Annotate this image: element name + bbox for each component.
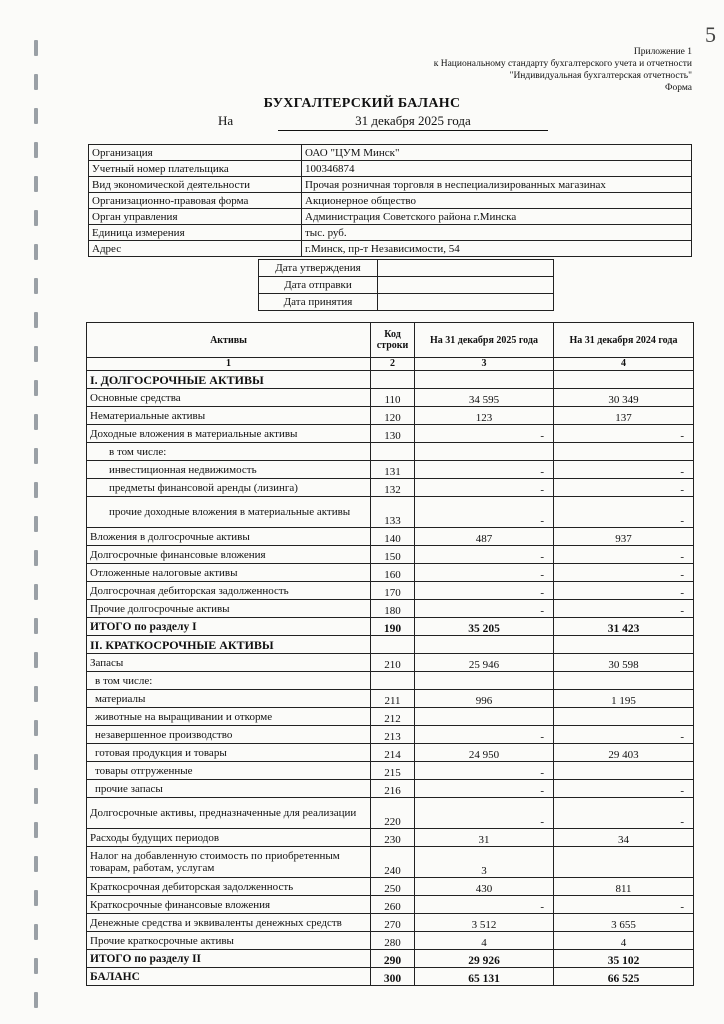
row-label: Налог на добавленную стоимость по приобретенным товарам, работам, услугам <box>87 847 371 878</box>
binder-hole <box>34 924 38 940</box>
value-cell <box>554 582 694 600</box>
row-label: инвестиционная недвижимость <box>87 461 371 479</box>
org-info-label: Орган управления <box>89 209 302 225</box>
code-cell: 215 <box>371 762 415 780</box>
column-index-row <box>87 358 694 371</box>
report-date-line <box>218 113 548 131</box>
value-cell <box>554 654 694 672</box>
binder-hole <box>34 142 38 158</box>
date-field-value <box>378 294 554 311</box>
value-cell <box>415 371 554 389</box>
code-cell: 213 <box>371 726 415 744</box>
row-label: Запасы <box>87 654 371 672</box>
binder-hole <box>34 210 38 226</box>
value-cell <box>415 829 554 847</box>
code-cell: 210 <box>371 654 415 672</box>
table-row <box>87 847 694 878</box>
value-text: - <box>680 731 684 743</box>
value-cell <box>554 564 694 582</box>
org-info-label: Вид экономической деятельности <box>89 177 302 193</box>
row-label: ИТОГО по разделу I <box>87 618 371 636</box>
binder-hole <box>34 550 38 566</box>
value-cell <box>415 744 554 762</box>
code-cell <box>371 672 415 690</box>
org-info-label: Организация <box>89 145 302 161</box>
value-cell <box>554 636 694 654</box>
appendix-note <box>352 46 692 94</box>
binder-hole <box>34 448 38 464</box>
row-label: ИТОГО по разделу II <box>87 950 371 968</box>
value-text: - <box>540 466 544 478</box>
index-cell: 2 <box>371 358 415 371</box>
appendix-line: Форма <box>664 83 692 93</box>
code-cell <box>371 443 415 461</box>
code-cell: 133 <box>371 497 415 528</box>
table-row <box>87 600 694 618</box>
value-cell <box>554 497 694 528</box>
row-label: животные на выращивании и откорме <box>87 708 371 726</box>
binder-hole <box>34 822 38 838</box>
code-cell: 211 <box>371 690 415 708</box>
date-prefix: На <box>218 113 234 128</box>
row-label: в том числе: <box>87 672 371 690</box>
value-cell <box>415 896 554 914</box>
value-cell <box>415 726 554 744</box>
table-row <box>87 798 694 829</box>
appendix-line: Приложение 1 <box>633 47 692 57</box>
value-text: - <box>540 816 544 828</box>
date-field-value <box>378 277 554 294</box>
value-cell <box>554 389 694 407</box>
row-label: незавершенное производство <box>87 726 371 744</box>
row-label: Вложения в долгосрочные активы <box>87 528 371 546</box>
value-cell <box>554 528 694 546</box>
table-row <box>87 528 694 546</box>
table-row <box>87 672 694 690</box>
date-field-row <box>259 294 554 311</box>
header-code: Код строки <box>371 323 415 358</box>
table-row <box>87 461 694 479</box>
value-cell <box>554 829 694 847</box>
value-text: - <box>540 731 544 743</box>
date-field-value <box>378 260 554 277</box>
document-title: БУХГАЛТЕРСКИЙ БАЛАНС <box>263 96 461 111</box>
table-header-row <box>87 323 694 358</box>
org-info-value: г.Минск, пр-т Независимости, 54 <box>302 241 692 257</box>
code-cell: 240 <box>371 847 415 878</box>
binder-hole <box>34 74 38 90</box>
value-text: - <box>680 569 684 581</box>
row-label: прочие доходные вложения в материальные активы <box>87 497 371 528</box>
value-text: - <box>540 767 544 779</box>
date-field-label: Дата утверждения <box>259 260 378 277</box>
value-cell <box>554 744 694 762</box>
value-text: 4 <box>481 937 487 949</box>
org-info-value: тыс. руб. <box>302 225 692 241</box>
org-info-label: Единица измерения <box>89 225 302 241</box>
row-label: Долгосрочная дебиторская задолженность <box>87 582 371 600</box>
binder-hole <box>34 380 38 396</box>
value-cell <box>415 479 554 497</box>
table-row <box>87 479 694 497</box>
value-text: 137 <box>615 412 632 424</box>
row-label: Краткосрочная дебиторская задолженность <box>87 878 371 896</box>
value-text: - <box>540 484 544 496</box>
value-cell <box>554 600 694 618</box>
binder-hole <box>34 652 38 668</box>
code-cell: 300 <box>371 968 415 986</box>
value-cell <box>415 780 554 798</box>
value-text: - <box>680 551 684 563</box>
row-label: готовая продукция и товары <box>87 744 371 762</box>
value-cell <box>415 407 554 425</box>
value-text: - <box>540 605 544 617</box>
table-row <box>87 780 694 798</box>
value-text: 31 <box>478 834 490 846</box>
section-row <box>87 636 694 654</box>
value-text: - <box>680 587 684 599</box>
value-cell <box>415 672 554 690</box>
value-cell <box>554 479 694 497</box>
org-info-row <box>89 241 692 257</box>
binder-hole <box>34 244 38 260</box>
value-text: 3 512 <box>471 919 497 931</box>
total-row <box>87 618 694 636</box>
binder-hole <box>34 312 38 328</box>
date-field-row <box>259 260 554 277</box>
value-cell <box>554 371 694 389</box>
value-text: - <box>540 551 544 563</box>
code-cell <box>371 371 415 389</box>
index-cell: 1 <box>87 358 371 371</box>
page-number: 5 <box>705 22 716 47</box>
binder-hole <box>34 176 38 192</box>
org-info-row <box>89 193 692 209</box>
row-label: предметы финансовой аренды (лизинга) <box>87 479 371 497</box>
row-label: Доходные вложения в материальные активы <box>87 425 371 443</box>
code-cell: 190 <box>371 618 415 636</box>
code-cell: 290 <box>371 950 415 968</box>
code-cell: 212 <box>371 708 415 726</box>
value-cell <box>554 914 694 932</box>
value-cell <box>415 847 554 878</box>
row-label: Нематериальные активы <box>87 407 371 425</box>
value-cell <box>554 618 694 636</box>
code-cell: 130 <box>371 425 415 443</box>
code-cell <box>371 636 415 654</box>
value-text: 123 <box>475 412 493 424</box>
row-label: Прочие краткосрочные активы <box>87 932 371 950</box>
code-cell: 110 <box>371 389 415 407</box>
value-text: - <box>540 901 544 913</box>
value-cell <box>415 708 554 726</box>
header-2025: На 31 декабря 2025 года <box>415 323 554 358</box>
org-info-row <box>89 161 692 177</box>
value-text: 25 946 <box>468 659 500 671</box>
table-row <box>87 407 694 425</box>
value-cell <box>415 950 554 968</box>
code-cell: 220 <box>371 798 415 829</box>
value-text: - <box>680 515 684 527</box>
row-label: прочие запасы <box>87 780 371 798</box>
value-text: 937 <box>615 533 632 545</box>
code-cell: 270 <box>371 914 415 932</box>
binder-hole <box>34 992 38 1008</box>
date-field-label: Дата принятия <box>259 294 378 311</box>
value-cell <box>415 636 554 654</box>
value-cell <box>415 443 554 461</box>
binder-hole <box>34 720 38 736</box>
code-cell: 230 <box>371 829 415 847</box>
value-text: 996 <box>475 695 493 707</box>
value-cell <box>554 968 694 986</box>
binder-hole <box>34 414 38 430</box>
value-text: 35 102 <box>607 955 640 967</box>
value-text: 30 349 <box>608 394 639 406</box>
value-text: 4 <box>620 937 627 949</box>
value-cell <box>554 407 694 425</box>
value-text: 66 525 <box>607 973 640 985</box>
org-info-value: Акционерное общество <box>302 193 692 209</box>
row-label: Прочие долгосрочные активы <box>87 600 371 618</box>
value-cell <box>415 798 554 829</box>
section-row <box>87 371 694 389</box>
value-cell <box>554 762 694 780</box>
binder-hole <box>34 482 38 498</box>
value-cell <box>554 443 694 461</box>
value-text: 24 950 <box>468 749 500 761</box>
table-row <box>87 497 694 528</box>
value-cell <box>415 690 554 708</box>
value-text: 65 131 <box>468 973 500 985</box>
org-info-row <box>89 209 692 225</box>
total-row <box>87 950 694 968</box>
value-cell <box>415 878 554 896</box>
value-text: 430 <box>475 883 493 895</box>
appendix-line: "Индивидуальная бухгалтерская отчетность" <box>509 71 692 81</box>
org-info-value: Администрация Советского района г.Минска <box>302 209 692 225</box>
value-cell <box>415 389 554 407</box>
code-cell: 131 <box>371 461 415 479</box>
value-cell <box>415 564 554 582</box>
row-label: Долгосрочные активы, предназначенные для реализации <box>87 798 371 829</box>
value-cell <box>554 546 694 564</box>
section-label: I. ДОЛГОСРОЧНЫЕ АКТИВЫ <box>87 371 371 389</box>
value-text: - <box>540 785 544 797</box>
value-text: 34 <box>618 834 629 846</box>
binder-hole <box>34 788 38 804</box>
row-label: в том числе: <box>87 443 371 461</box>
row-label: Расходы будущих периодов <box>87 829 371 847</box>
table-row <box>87 744 694 762</box>
row-label: Долгосрочные финансовые вложения <box>87 546 371 564</box>
value-text: 34 595 <box>468 394 500 406</box>
value-cell <box>554 896 694 914</box>
value-cell <box>554 672 694 690</box>
value-text: 29 403 <box>608 749 639 761</box>
row-label: Отложенные налоговые активы <box>87 564 371 582</box>
binder-hole <box>34 856 38 872</box>
table-row <box>87 425 694 443</box>
table-row <box>87 654 694 672</box>
table-row <box>87 708 694 726</box>
org-info-value: Прочая розничная торговля в неспециализированных магазинах <box>302 177 692 193</box>
dates-table <box>258 259 554 311</box>
binder-hole <box>34 686 38 702</box>
value-text: - <box>680 430 684 442</box>
org-info-label: Организационно-правовая форма <box>89 193 302 209</box>
row-label: Краткосрочные финансовые вложения <box>87 896 371 914</box>
value-cell <box>415 654 554 672</box>
header-assets: Активы <box>87 323 371 358</box>
code-cell: 260 <box>371 896 415 914</box>
code-cell: 160 <box>371 564 415 582</box>
code-cell: 214 <box>371 744 415 762</box>
date-field-label: Дата отправки <box>259 277 378 294</box>
organization-info-table <box>88 144 692 257</box>
value-cell <box>554 847 694 878</box>
table-row <box>87 582 694 600</box>
value-text: 30 598 <box>608 659 639 671</box>
binder-hole <box>34 618 38 634</box>
value-text: - <box>680 816 684 828</box>
value-text: 35 205 <box>468 623 500 635</box>
value-cell <box>554 780 694 798</box>
value-text: 811 <box>615 883 632 895</box>
value-cell <box>554 726 694 744</box>
value-cell <box>415 762 554 780</box>
org-info-label: Адрес <box>89 241 302 257</box>
value-text: - <box>540 569 544 581</box>
value-text: - <box>540 430 544 442</box>
value-text: 31 423 <box>607 623 640 635</box>
org-info-label: Учетный номер плательщика <box>89 161 302 177</box>
balance-sheet-table <box>86 322 694 986</box>
value-cell <box>415 528 554 546</box>
value-text: - <box>680 605 684 617</box>
table-row <box>87 914 694 932</box>
code-cell: 140 <box>371 528 415 546</box>
code-cell: 280 <box>371 932 415 950</box>
value-cell <box>415 425 554 443</box>
row-label: Денежные средства и эквиваленты денежных средств <box>87 914 371 932</box>
index-cell: 3 <box>415 358 554 371</box>
binder-hole <box>34 584 38 600</box>
value-text: - <box>680 466 684 478</box>
org-info-row <box>89 225 692 241</box>
value-text: 1 195 <box>611 695 636 707</box>
value-cell <box>415 582 554 600</box>
table-row <box>87 932 694 950</box>
value-cell <box>415 461 554 479</box>
code-cell: 216 <box>371 780 415 798</box>
table-row <box>87 690 694 708</box>
code-cell: 132 <box>371 479 415 497</box>
report-date: 31 декабря 2025 года <box>278 113 548 131</box>
value-cell <box>415 932 554 950</box>
value-cell <box>415 497 554 528</box>
value-cell <box>415 914 554 932</box>
value-text: 29 926 <box>468 955 500 967</box>
table-row <box>87 546 694 564</box>
value-cell <box>554 950 694 968</box>
value-text: - <box>680 484 684 496</box>
table-row <box>87 829 694 847</box>
table-row <box>87 443 694 461</box>
table-row <box>87 896 694 914</box>
value-text: - <box>680 901 684 913</box>
value-cell <box>415 618 554 636</box>
org-info-value: ОАО "ЦУМ Минск" <box>302 145 692 161</box>
binder-holes <box>0 0 60 1024</box>
table-row <box>87 878 694 896</box>
code-cell: 250 <box>371 878 415 896</box>
org-info-row <box>89 177 692 193</box>
value-cell <box>554 878 694 896</box>
value-text: 3 655 <box>611 919 636 931</box>
table-row <box>87 726 694 744</box>
row-label: материалы <box>87 690 371 708</box>
appendix-line: к Национальному стандарту бухгалтерского учета и отчетности <box>433 59 692 69</box>
code-cell: 180 <box>371 600 415 618</box>
code-cell: 150 <box>371 546 415 564</box>
total-row <box>87 968 694 986</box>
value-text: 487 <box>475 533 493 545</box>
code-cell: 170 <box>371 582 415 600</box>
org-info-value: 100346874 <box>302 161 692 177</box>
code-cell: 120 <box>371 407 415 425</box>
binder-hole <box>34 890 38 906</box>
binder-hole <box>34 754 38 770</box>
table-row <box>87 389 694 407</box>
value-cell <box>415 546 554 564</box>
value-cell <box>415 600 554 618</box>
table-row <box>87 762 694 780</box>
value-cell <box>554 932 694 950</box>
section-label: II. КРАТКОСРОЧНЫЕ АКТИВЫ <box>87 636 371 654</box>
index-cell: 4 <box>554 358 694 371</box>
org-info-row <box>89 145 692 161</box>
binder-hole <box>34 516 38 532</box>
value-cell <box>554 425 694 443</box>
value-cell <box>554 461 694 479</box>
value-text: - <box>540 587 544 599</box>
value-cell <box>554 708 694 726</box>
row-label: товары отгруженные <box>87 762 371 780</box>
binder-hole <box>34 346 38 362</box>
binder-hole <box>34 958 38 974</box>
value-text: - <box>540 515 544 527</box>
table-row <box>87 564 694 582</box>
binder-hole <box>34 40 38 56</box>
row-label: БАЛАНС <box>87 968 371 986</box>
header-2024: На 31 декабря 2024 года <box>554 323 694 358</box>
value-text: 3 <box>481 865 487 877</box>
value-cell <box>415 968 554 986</box>
value-text: - <box>680 785 684 797</box>
date-field-row <box>259 277 554 294</box>
value-cell <box>554 798 694 829</box>
value-cell <box>554 690 694 708</box>
binder-hole <box>34 278 38 294</box>
row-label: Основные средства <box>87 389 371 407</box>
